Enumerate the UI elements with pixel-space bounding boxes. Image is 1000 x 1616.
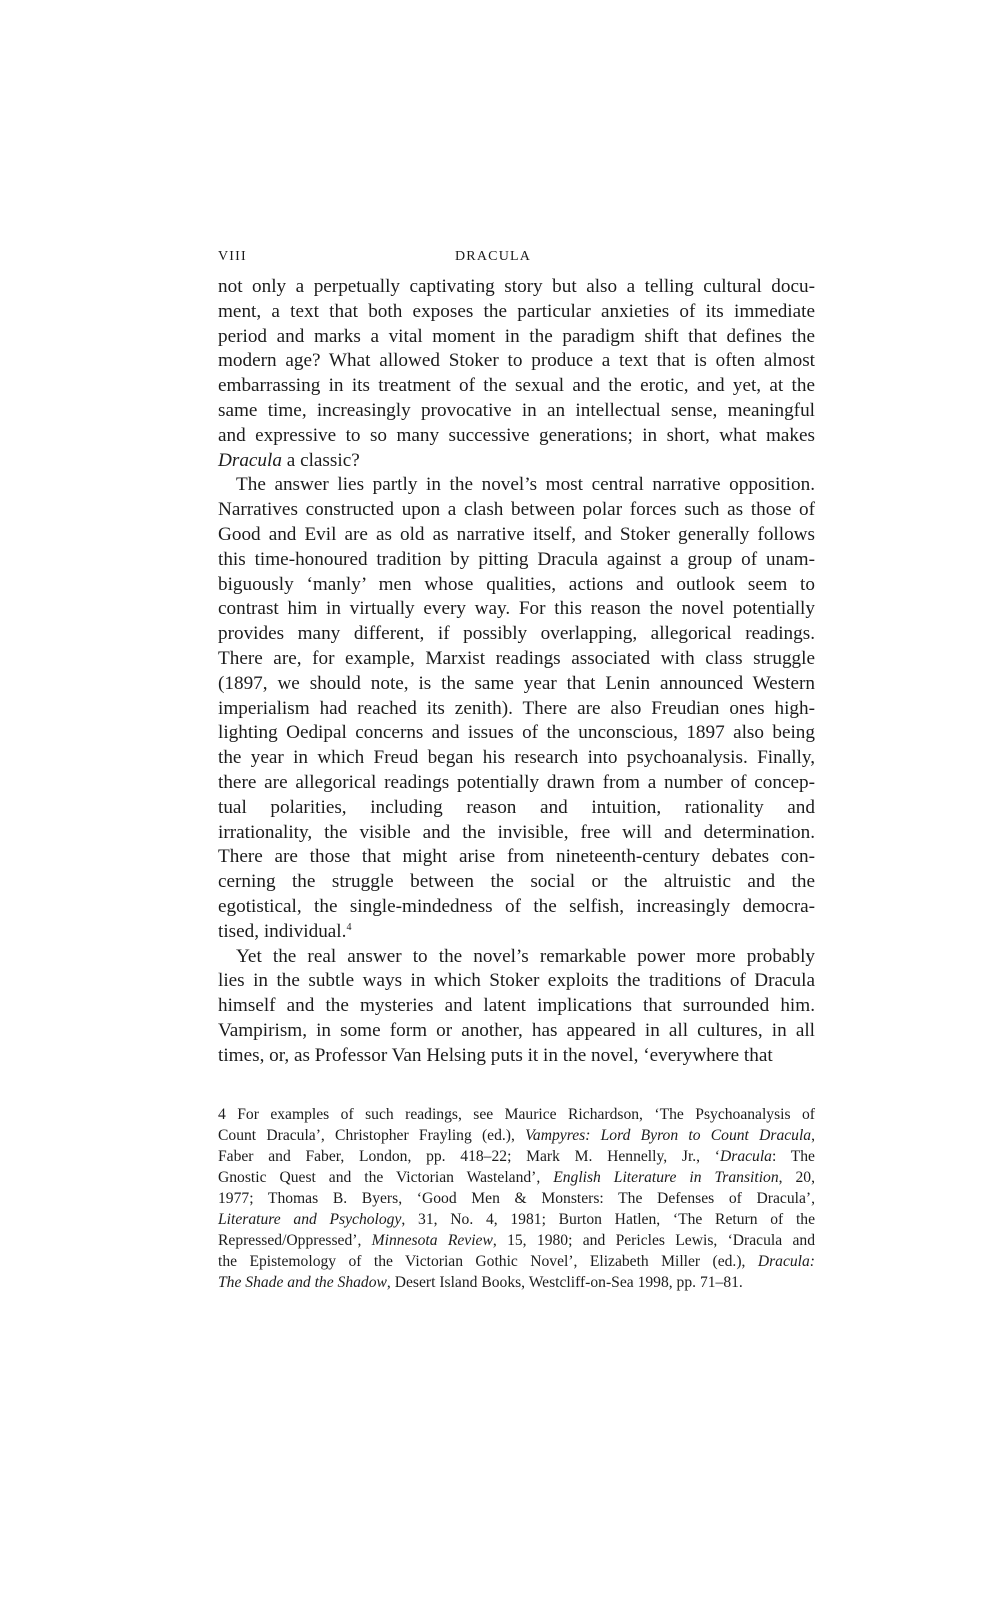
text-line: provides many different, if possibly overlapping, allegorical readings. [218,623,815,645]
text-line: lies in the subtle ways in which Stoker exploits the traditions of Dracula [218,970,815,992]
footnote-line: Faber and Faber, London, pp. 418–22; Mark M. Hennelly, Jr., ‘Dracula: The [218,1148,815,1165]
text-line: tual polarities, including reason and intuition, rationality and [218,796,815,818]
italic-citation: Literature and Psychology [218,1211,402,1228]
italic-citation: Dracula: [757,1253,815,1270]
text-line: The answer lies partly in the novel’s most central narrative opposition. [236,474,815,496]
italic-citation: English Literature in Transition [553,1169,779,1186]
text-line: ment, a text that both exposes the particular anxieties of its immediate [218,300,815,322]
text-line: not only a perpetually captivating story but also a telling cultural docu- [218,276,815,297]
text-line: irrationality, the visible and the invisible, free will and determination. [218,821,815,843]
text-line: Narratives constructed upon a clash between polar forces such as those of [218,499,815,521]
text-line: cerning the struggle between the social or the altruistic and the [218,871,815,893]
text-line: imperialism had reached its zenith). There are also Freudian ones high- [218,697,815,719]
page-number: VIII [218,249,247,264]
text-line: There are those that might arise from nineteenth-century debates con- [218,846,815,868]
text-line: Yet the real answer to the novel’s remarkable power more probably [236,945,815,967]
text-line: tised, individual.$^4$ [218,920,352,942]
footnote-line: The Shade and the Shadow, Desert Island Books, Westcliff-on-Sea 1998, pp. 71–81. [218,1274,743,1291]
text-line: the year in which Freud began his research into psychoanalysis. Finally, [218,747,815,769]
footnote-line: 4 For examples of such readings, see Maurice Richardson, ‘The Psychoanalysis of [218,1106,815,1123]
italic-citation: Minnesota Review [371,1232,493,1249]
text-line: Dracula a classic? [218,449,360,471]
footnote-reference[interactable]: 4 [346,921,352,933]
italic-citation: Dracula [719,1148,772,1165]
text-line: himself and the mysteries and latent implications that surrounded him. [218,995,815,1017]
text-line: this time-honoured tradition by pitting Dracula against a group of unam- [218,548,815,570]
text-line: Good and Evil are as old as narrative itself, and Stoker generally follows [218,523,815,545]
running-head [218,249,815,269]
italic-title: Dracula [218,449,282,471]
footnote-line: Count Dracula’, Christopher Frayling (ed.), Vampyres: Lord Byron to Count Dracula, [218,1127,815,1144]
text-line: contrast him in virtually every way. For this reason the novel potentially [218,598,815,620]
text-line: biguously ‘manly’ men whose qualities, actions and outlook seem to [218,573,815,595]
body-text [218,275,815,1069]
text-line: lighting Oedipal concerns and issues of the unconscious, 1897 also being [218,722,815,744]
text-line: period and marks a vital moment in the paradigm shift that defines the [218,325,815,347]
text-line: Vampirism, in some form or another, has appeared in all cultures, in all [218,1019,815,1041]
italic-citation: The Shade and the Shadow [218,1274,387,1291]
footnote-line: the Epistemology of the Victorian Gothic Novel’, Elizabeth Miller (ed.), Dracula: [218,1253,815,1270]
text-line: there are allegorical readings potentially drawn from a number of concep- [218,771,815,793]
text-line: There are, for example, Marxist readings associated with class struggle [218,647,815,669]
text-line: times, or, as Professor Van Helsing puts it in the novel, ‘everywhere that [218,1044,773,1066]
italic-citation: Vampyres: Lord Byron to Count Dracula [525,1127,812,1144]
footnote-line: 1977; Thomas B. Byers, ‘Good Men & Monsters: The Defenses of Dracula’, [218,1190,815,1207]
footnote-line: Repressed/Oppressed’, Minnesota Review, 15, 1980; and Pericles Lewis, ‘Dracula and [218,1232,815,1249]
text-line: modern age? What allowed Stoker to produce a text that is often almost [218,350,815,372]
text-line: and expressive to so many successive generations; in short, what makes [218,424,815,446]
text-line: egotistical, the single-mindedness of the selfish, increasingly democra- [218,895,815,917]
text-line: same time, increasingly provocative in an intellectual sense, meaningful [218,399,815,421]
text-line: (1897, we should note, is the same year that Lenin announced Western [218,672,815,694]
footnote-line: Literature and Psychology, 31, No. 4, 1981; Burton Hatlen, ‘The Return of the [218,1211,815,1228]
text-line: embarrassing in its treatment of the sexual and the erotic, and yet, at the [218,375,815,397]
footnote-line: Gnostic Quest and the Victorian Wasteland’, English Literature in Transition, 20, [218,1169,815,1186]
running-title: DRACULA [455,249,532,264]
footnote-section [218,1104,815,1293]
